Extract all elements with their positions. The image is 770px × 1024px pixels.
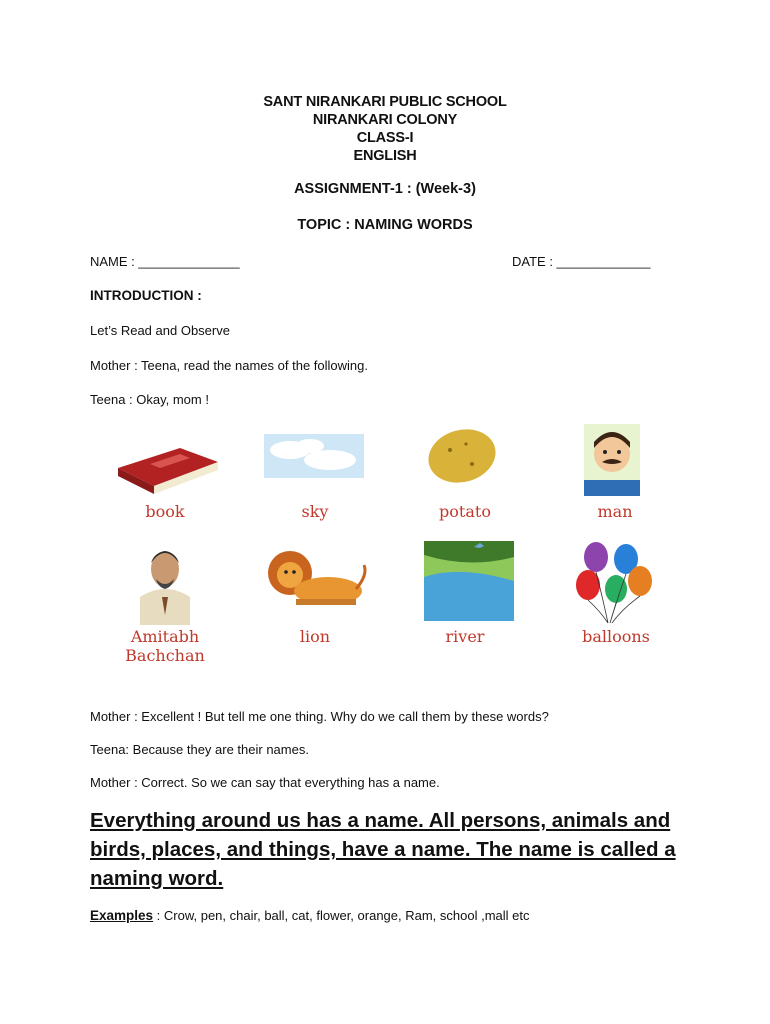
picture-card-river [400, 535, 530, 647]
lion-icon [260, 535, 370, 625]
school-name: SANT NIRANKARI PUBLIC SCHOOL [263, 94, 507, 110]
school-header [0, 93, 770, 165]
picture-label: river [445, 627, 485, 646]
picture-label: sky [301, 502, 329, 521]
class-label: CLASS-I [356, 130, 414, 146]
dialogue-line: Let’s Read and Observe [90, 323, 230, 338]
introduction-heading: INTRODUCTION : [90, 288, 202, 303]
potato-icon [410, 420, 520, 500]
picture-label: Amitabh Bachchan [125, 627, 205, 665]
picture-card-lion [250, 535, 380, 647]
naming-word-definition: Everything around us has a name. All persons, animals and birds, places, and things, have a name. The name is called a naming word. [90, 809, 676, 890]
picture-label: balloons [582, 627, 650, 646]
assignment-title: ASSIGNMENT-1 : (Week-3) [294, 181, 476, 197]
river-icon [410, 535, 520, 625]
dialogue-line: Mother : Teena, read the names of the following. [90, 358, 368, 373]
sky-icon [260, 420, 370, 500]
book-icon [110, 420, 220, 500]
man-icon [560, 420, 670, 500]
picture-label: potato [439, 502, 491, 521]
date-field-label: DATE : _____________ [512, 254, 651, 269]
person-portrait-icon [110, 535, 220, 625]
picture-card-book [100, 420, 230, 532]
picture-card-balloons [550, 535, 680, 647]
subject-label: ENGLISH [353, 148, 417, 164]
dialogue-line: Teena: Because they are their names. [90, 742, 309, 757]
dialogue-line: Teena : Okay, mom ! [90, 392, 209, 407]
dialogue-line: Mother : Correct. So we can say that everything has a name. [90, 775, 440, 790]
picture-card-sky [250, 420, 380, 532]
picture-label: lion [299, 627, 331, 646]
picture-card-man [550, 420, 680, 532]
examples-label: Examples [90, 908, 154, 923]
topic-title: TOPIC : NAMING WORDS [297, 217, 473, 233]
picture-card-potato [400, 420, 530, 532]
picture-card-amitabh [100, 535, 230, 665]
school-colony: NIRANKARI COLONY [312, 112, 458, 128]
examples-line [90, 908, 530, 923]
dialogue-line: Mother : Excellent ! But tell me one thing. Why do we call them by these words? [90, 709, 549, 724]
examples-text: : Crow, pen, chair, ball, cat, flower, orange, Ram, school ,mall etc [153, 908, 530, 923]
picture-grid [100, 420, 680, 665]
picture-label: man [597, 502, 633, 521]
picture-label: book [145, 502, 185, 521]
name-field-label: NAME : ______________ [90, 254, 240, 269]
balloons-icon [560, 535, 670, 625]
